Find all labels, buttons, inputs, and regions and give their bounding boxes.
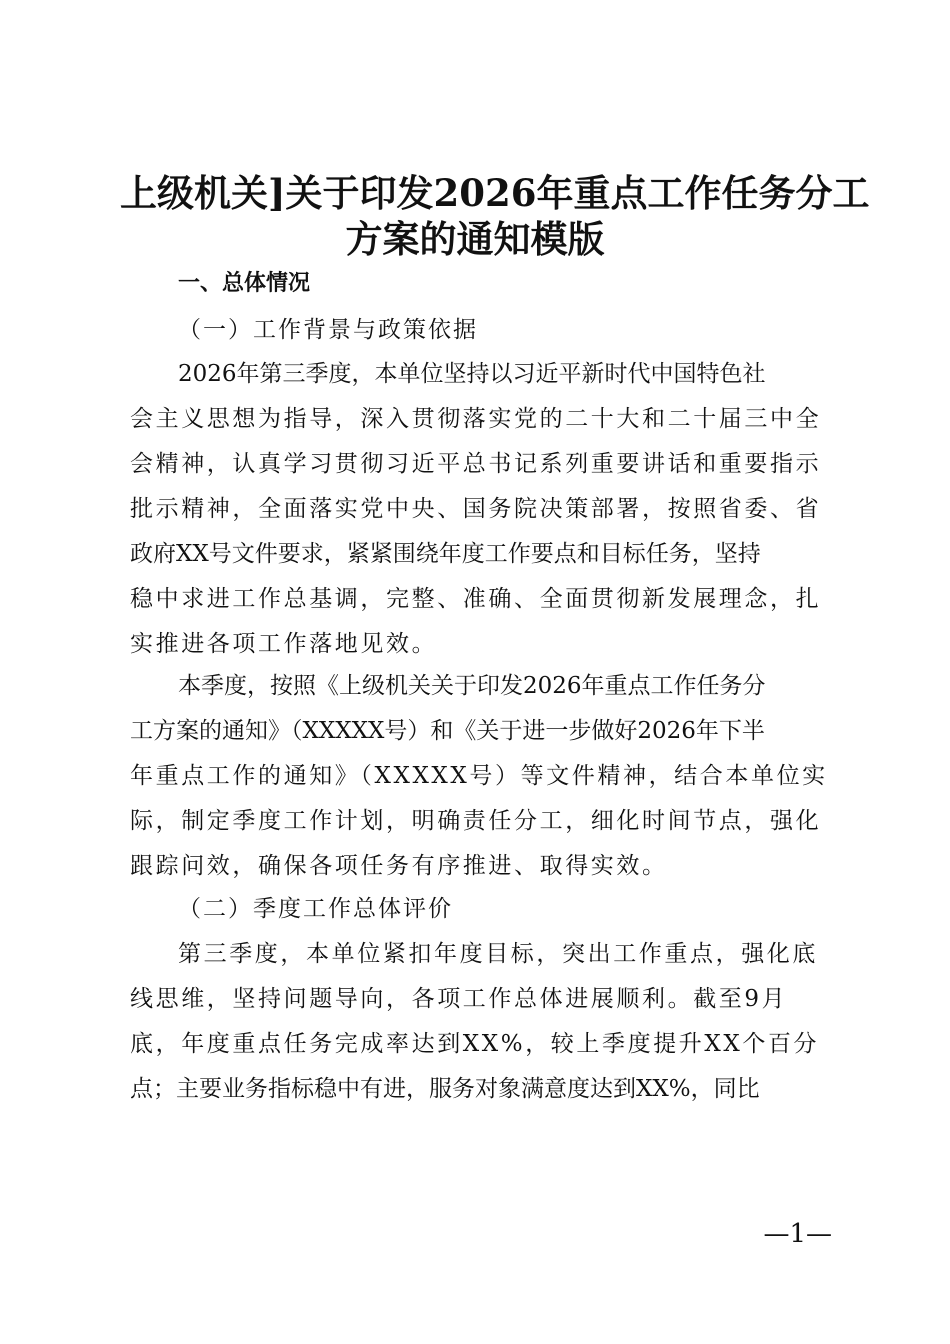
section-heading-overall: 一、总体情况: [178, 271, 311, 296]
paragraph-line: 政府XX号文件要求，紧紧围绕年度工作要点和目标任务，坚持: [130, 541, 761, 567]
paragraph-line: 本季度，按照《上级机关关于印发2026年重点工作任务分: [178, 673, 766, 699]
paragraph-line: 批示精神，全面落实党中央、国务院决策部署，按照省委、省: [130, 496, 822, 522]
paragraph-line: 工方案的通知》（XXXXX号）和《关于进一步做好2026年下半: [130, 718, 765, 744]
subsection-heading-background: （一）工作背景与政策依据: [178, 317, 478, 343]
document-title-line-2: 方案的通知模版: [345, 217, 605, 261]
paragraph-line: 会主义思想为指导，深入贯彻落实党的二十大和二十届三中全: [130, 406, 822, 432]
paragraph-line: 底，年度重点任务完成率达到XX%，较上季度提升XX个百分: [130, 1031, 820, 1057]
paragraph-line: 际，制定季度工作计划，明确责任分工，细化时间节点，强化: [130, 808, 822, 834]
subsection-heading-evaluation: （二）季度工作总体评价: [178, 896, 453, 922]
paragraph-line: 会精神，认真学习贯彻习近平总书记系列重要讲话和重要指示: [130, 451, 822, 477]
paragraph-line: 第三季度，本单位紧扣年度目标，突出工作重点，强化底: [178, 941, 818, 967]
paragraph-line: 年重点工作的通知》（XXXXX号）等文件精神，结合本单位实: [130, 763, 828, 789]
paragraph-line: 点；主要业务指标稳中有进，服务对象满意度达到XX%，同比: [130, 1076, 760, 1102]
page-number: —1—: [763, 1219, 832, 1249]
paragraph-line: 2026年第三季度，本单位坚持以习近平新时代中国特色社: [178, 361, 766, 387]
document-title-line-1: 上级机关]关于印发2026年重点工作任务分工: [120, 171, 870, 215]
paragraph-line: 稳中求进工作总基调，完整、准确、全面贯彻新发展理念，扎: [130, 586, 822, 612]
paragraph-line: 跟踪问效，确保各项任务有序推进、取得实效。: [130, 853, 668, 879]
paragraph-line: 线思维，坚持问题导向，各项工作总体进展顺利。截至9月: [130, 986, 788, 1012]
paragraph-line: 实推进各项工作落地见效。: [130, 631, 438, 657]
